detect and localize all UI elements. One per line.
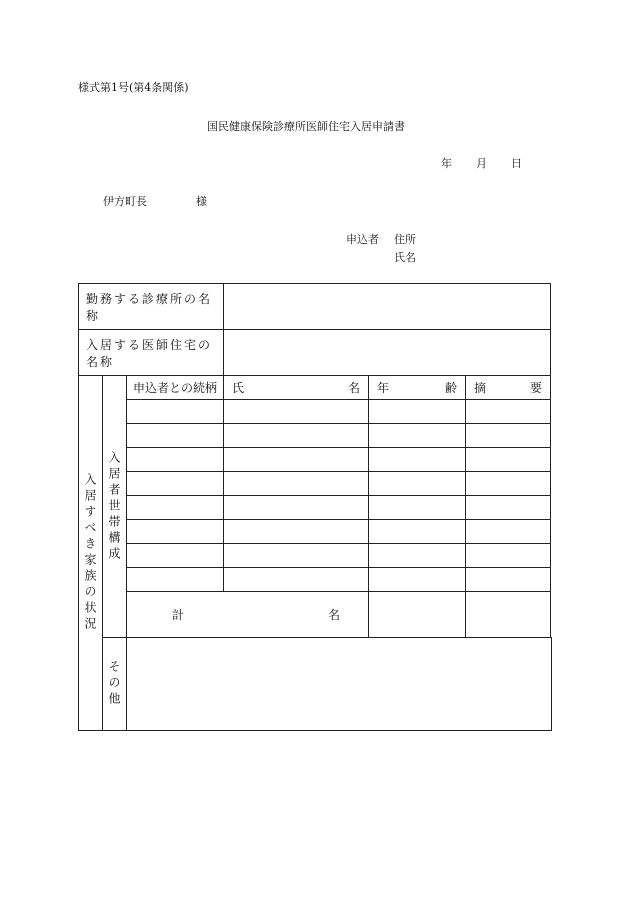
member-name-field[interactable] xyxy=(224,544,369,568)
family-status-cell xyxy=(79,376,103,731)
col-header-remarks xyxy=(466,376,551,400)
table-row xyxy=(79,568,552,592)
address-label: 住所 xyxy=(394,233,416,246)
family-status-label: 入居すべき家族の状況 xyxy=(83,473,97,633)
total-row xyxy=(79,592,552,638)
date-day-label: 日 xyxy=(511,157,522,170)
total-age-field[interactable] xyxy=(369,592,466,638)
member-name-field[interactable] xyxy=(224,472,369,496)
relation-field[interactable] xyxy=(127,472,224,496)
age-field[interactable] xyxy=(369,496,466,520)
relation-field[interactable] xyxy=(127,496,224,520)
member-name-field[interactable] xyxy=(224,568,369,592)
age-field[interactable] xyxy=(369,448,466,472)
applicant-label: 申込者 xyxy=(346,233,379,246)
relation-field[interactable] xyxy=(127,448,224,472)
col-name-b: 名 xyxy=(348,381,361,395)
table-row xyxy=(79,544,552,568)
col-name-a: 氏 xyxy=(232,381,245,395)
remarks-field[interactable] xyxy=(466,400,551,424)
member-name-field[interactable] xyxy=(224,400,369,424)
relation-field[interactable] xyxy=(127,424,224,448)
col-remarks-a: 摘 xyxy=(474,381,487,395)
other-label: その他 xyxy=(107,660,121,708)
col-remarks-b: 要 xyxy=(530,381,543,395)
table-row xyxy=(79,448,552,472)
total-unit: 名 xyxy=(328,608,341,622)
remarks-field[interactable] xyxy=(466,472,551,496)
relation-field[interactable] xyxy=(127,520,224,544)
date-month-label: 月 xyxy=(476,157,487,170)
age-field[interactable] xyxy=(369,520,466,544)
age-field[interactable] xyxy=(369,424,466,448)
other-field[interactable] xyxy=(127,638,552,731)
relation-field[interactable] xyxy=(127,400,224,424)
member-name-field[interactable] xyxy=(224,448,369,472)
total-remarks-field[interactable] xyxy=(466,592,551,638)
clinic-name-field[interactable] xyxy=(224,284,551,330)
remarks-field[interactable] xyxy=(466,568,551,592)
household-label: 入居者世帯構成 xyxy=(107,450,121,563)
table-row xyxy=(79,472,552,496)
date-year-label: 年 xyxy=(441,157,452,170)
name-label: 氏名 xyxy=(394,251,416,264)
col-header-relation: 申込者との続柄 xyxy=(127,376,224,400)
age-field[interactable] xyxy=(369,400,466,424)
residence-name-label: 入居する医師住宅の名称 xyxy=(79,330,224,376)
addressee: 伊方町長 xyxy=(103,195,147,208)
table-row xyxy=(79,424,552,448)
table-row xyxy=(79,496,552,520)
clinic-name-label: 勤務する診療所の名称 xyxy=(79,284,224,330)
table-row xyxy=(79,400,552,424)
table-row xyxy=(79,520,552,544)
total-label: 計 xyxy=(172,608,185,622)
remarks-field[interactable] xyxy=(466,544,551,568)
household-cell xyxy=(103,376,127,638)
member-name-field[interactable] xyxy=(224,496,369,520)
col-header-name xyxy=(224,376,369,400)
remarks-field[interactable] xyxy=(466,424,551,448)
form-number: 様式第1号(第4条関係) xyxy=(78,81,189,94)
other-cell xyxy=(103,638,127,731)
remarks-field[interactable] xyxy=(466,520,551,544)
remarks-field[interactable] xyxy=(466,448,551,472)
col-header-age xyxy=(369,376,466,400)
age-field[interactable] xyxy=(369,544,466,568)
age-field[interactable] xyxy=(369,472,466,496)
residence-name-field[interactable] xyxy=(224,330,551,376)
relation-field[interactable] xyxy=(127,568,224,592)
member-name-field[interactable] xyxy=(224,424,369,448)
member-name-field[interactable] xyxy=(224,520,369,544)
col-age-b: 齢 xyxy=(445,381,458,395)
honorific: 様 xyxy=(196,195,207,208)
relation-field[interactable] xyxy=(127,544,224,568)
col-age-a: 年 xyxy=(377,381,390,395)
age-field[interactable] xyxy=(369,568,466,592)
document-title: 国民健康保険診療所医師住宅入居申請書 xyxy=(207,120,405,133)
total-cell xyxy=(127,592,369,638)
application-table xyxy=(78,283,552,731)
remarks-field[interactable] xyxy=(466,496,551,520)
